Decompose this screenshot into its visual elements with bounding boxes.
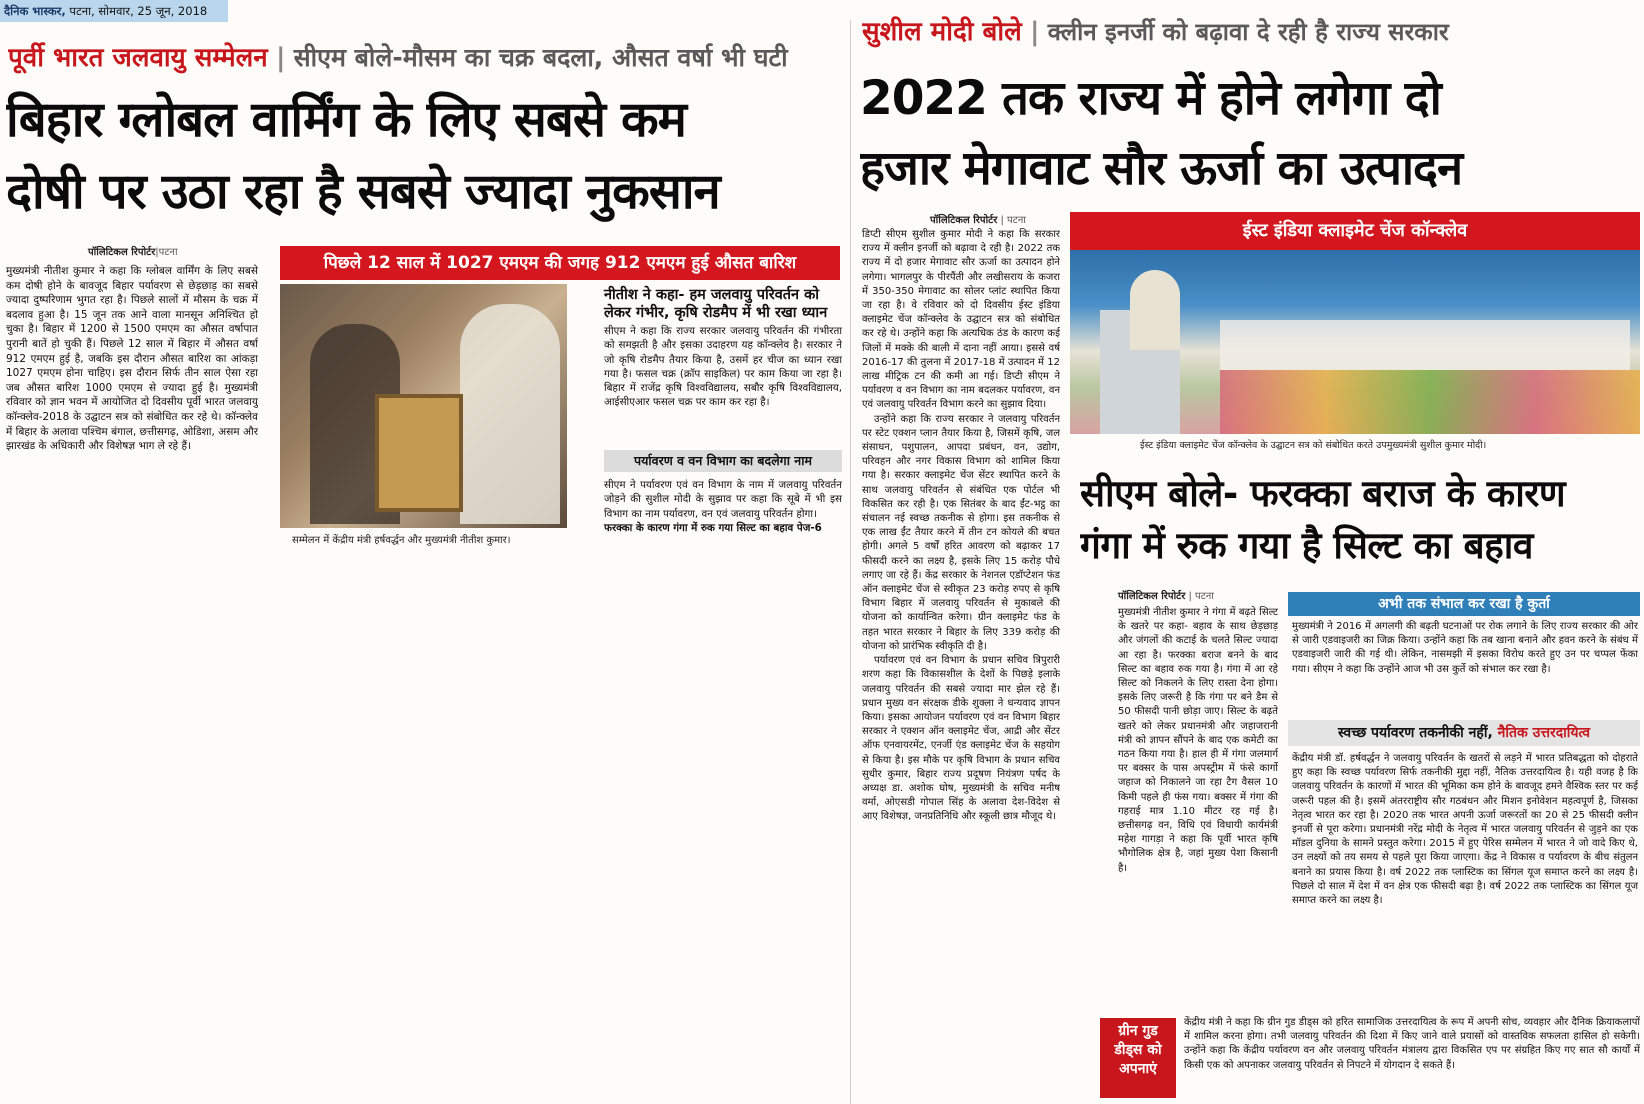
byline-name: पॉलिटिकल रिपोर्टर [1118, 591, 1186, 602]
story2-headline [860, 64, 1644, 204]
story1-sub2-title: पर्यावरण व वन विभाग का बदलेगा नाम [604, 450, 842, 472]
story3-headline [1080, 468, 1642, 572]
byline-sep: | [1185, 591, 1196, 602]
story1-sub2-body [604, 478, 842, 535]
story1-sub1-body: सीएम ने कहा कि राज्य सरकार जलवायु परिवर्तन की गंभीरता को समझती है और इसका उदाहरण यह कॉन्क्लेव है। सरकार ने जो कृषि रोडमैप तैयार किया है, उसमें हर चीज का ध्यान रखा गया है। फसल चक्र (क्रॉप साइकिल) पर काम किया जा रहा है। बिहार में राजेंद्र कृषि विश्वविद्यालय, सबौर कृषि विश्वविद्यालय, आईसीएआर फसल चक्र पर काम कर रहा है। [604, 325, 842, 409]
story2-kicker [862, 12, 1642, 52]
story3-byline [1118, 588, 1268, 602]
masthead [0, 0, 228, 22]
green-deeds-badge [1100, 1018, 1176, 1098]
byline-name: पॉलिटिकल रिपोर्टर [930, 215, 998, 226]
story1-byline [88, 244, 268, 258]
story1-kicker-grey: सीएम बोले-मौसम का चक्र बदला, औसत वर्षा भी घटी [293, 43, 788, 72]
photo-memento [375, 394, 463, 512]
story1-sub2-text: सीएम ने पर्यावरण एवं वन विभाग के नाम में जलवायु परिवर्तन जोड़ने की सुशील मोदी के सुझाव पर कहा कि सूबे में भी इस विभाग का नाम पर्यावरण, वन एवं जलवायु परिवर्तन होगा। [604, 479, 842, 520]
photo-figure-right [460, 304, 560, 524]
badge-line1: ग्रीन गुड [1118, 1023, 1158, 1039]
badge-line2: डीड्स को [1114, 1042, 1162, 1058]
story1-page-ref: फरक्का के कारण गंगा में रुक गया सिल्ट का बहाव पेज-6 [604, 521, 822, 534]
story3-headline-line1: सीएम बोले- फरक्का बराज के कारण [1080, 472, 1566, 515]
story2-body [862, 228, 1060, 1098]
byline-place: पटना [1007, 215, 1026, 226]
byline-sep: | [155, 247, 159, 258]
story2-banner: ईस्ट इंडिया क्लाइमेट चेंज कॉन्क्लेव [1070, 212, 1640, 250]
story3-body [1118, 606, 1278, 1012]
byline-place: पटना [158, 247, 178, 258]
story1-banner: पिछले 12 साल में 1027 एमएम की जगह 912 एमएम हुई औसत बारिश [280, 246, 840, 280]
story1-photo-caption: सम्मेलन में केंद्रीय मंत्री हर्षवर्द्धन और मुख्यमंत्री नीतीश कुमार। [292, 535, 511, 546]
byline-name: पॉलिटिकल रिपोर्टर [88, 247, 156, 258]
story3-box2-title [1288, 720, 1640, 746]
story1-headline-line1: बिहार ग्लोबल वार्मिंग के लिए सबसे कम [6, 91, 686, 148]
photo-dais [1220, 320, 1630, 370]
story1-sub1-title: नीतीश ने कहा- हम जलवायु परिवर्तन को लेकर गंभीर, कृषि रोडमैप में भी रखा ध्यान [604, 287, 828, 321]
photo-flowers [1220, 370, 1640, 434]
kicker-divider: | [276, 43, 286, 73]
story3-body-text: मुख्यमंत्री नीतीश कुमार ने गंगा में बढ़ते सिल्ट के खतरे पर कहा- बहाव के साथ छेड़छाड़ और जंगलों की कटाई के चलते सिल्ट ज्यादा आ रहा है। फरक्का बराज बनने के बाद सिल्ट का बहाव रुक गया है। गंगा में आ रहे सिल्ट को निकलने के लिए रास्ता देना होगा। इसके लिए जरूरी है कि गंगा पर बने डैम से 50 फीसदी पानी छोड़ा जाए। सिल्ट के बढ़ते खतरे को लेकर प्रधानमंत्री और जहाजरानी मंत्री को ज्ञापन सौंपने के बाद एक कमेटी का गठन किया गया है। हाल ही में गंगा जलमार्ग पर बक्सर के पास अपस्ट्रीम में फंसे कार्गो जहाज को निकालने जा रहा टैग वैसल 10 किमी पहले ही फंस गया। बक्सर में गंगा की गहराई मात्र 1.10 मीटर रह गई है। छत्तीसगढ़ वन, विधि एवं विधायी कार्यमंत्री महेश गागड़ा ने कहा कि पूर्वी भारत कृषि भौगोलिक क्षेत्र है, जहां मुख्य पेशा किसानी है। [1118, 607, 1278, 874]
green-deeds-body: केंद्रीय मंत्री ने कहा कि ग्रीन गुड डीड्स को हरित सामाजिक उत्तरदायित्व के रूप में अपनी सोच, व्यवहार और दैनिक क्रियाकलापों में शामिल करना होगा। तभी जलवायु परिवर्तन की दिशा में किए जाने वाले प्रयासों को वास्तविक सफलता हासिल हो सकेगी। उन्होंने कहा कि केंद्रीय पर्यावरण वन और जलवायु परिवर्तन मंत्रालय द्वारा विकसित एप पर संग्रहित किए गए सात सौ कार्यों में किसी एक को अपनाकर जलवायु परिवर्तन से निपटने में योगदान दे सकते हैं। [1184, 1017, 1640, 1071]
story2-body-p2: उन्होंने कहा कि राज्य सरकार ने जलवायु परिवर्तन पर स्टेट एक्शन प्लान तैयार किया है, जिसमें कृषि, जल संसाधन, पशुपालन, आपदा प्रबंधन, वन, उद्योग, परिवहन और नगर विकास विभाग को शामिल किया गया है। सरकार क्लाइमेट चेंज सेंटर स्थापित करने के साथ जलवायु परिवर्तन से संबंधित एक पोर्टल भी विकसित कर रही है। एक सितंबर के बाद ईंट-भट्ठ का संचालन नई स्वच्छ तकनीक से होगा। इस तकनीक से एक लाख ईंट तैयार करने में तीन टन कोयले की बचत होगी। अगले 5 वर्षों हरित आवरण को बढ़ाकर 17 फीसदी करने का लक्ष्य है, इसके लिए 15 करोड़ पौधे लगाए जा रहे हैं। केंद्र सरकार के नेशनल एडॉप्टेशन फंड ऑन क्लाइमेट चेंज से स्वीकृत 23 करोड़ रुपए से कृषि विभाग बिहार में जलवायु परिवर्तन से मुकाबले की योजना को कार्यान्वित करेगा। ग्रीन क्लाइमेट फंड के तहत भारत सरकार ने बिहार के लिए 339 करोड़ की योजना को प्रारंभिक स्वीकृति दी है। [862, 413, 1060, 652]
masthead-paper: दैनिक भास्कर, [4, 4, 66, 18]
box2-title-red: नैतिक उत्तरदायित्व [1497, 725, 1591, 741]
story2-headline-line1: 2022 तक राज्य में होने लगेगा दो [860, 71, 1441, 126]
story1-body [6, 264, 258, 544]
story2-kicker-grey: क्लीन इनर्जी को बढ़ावा दे रही है राज्य सरकार [1047, 18, 1449, 46]
byline-place: पटना [1195, 591, 1214, 602]
kicker-divider: | [1030, 17, 1040, 47]
story2-photo-caption: ईस्ट इंडिया क्लाइमेट चेंज कॉन्क्लेव के उद्घाटन सत्र को संबोधित करते उपमुख्यमंत्री सुशील कुमार मोदी। [1140, 440, 1487, 451]
photo-speaker [1130, 270, 1180, 350]
byline-sep: | [997, 215, 1008, 226]
story2-body-p3: पर्यावरण एवं वन विभाग के प्रधान सचिव त्रिपुरारी शरण कहा कि विकासशील के देशों के पिछड़े इलाके जलवायु परिवर्तन की सबसे ज्यादा मार झेल रहे हैं। प्रधान मुख्य वन संरक्षक डीके शुक्ला ने धन्यवाद ज्ञापन किया। इसका आयोजन पर्यावरण एवं वन विभाग बिहार सरकार ने एक्शन ऑन क्लाइमेट चेंज, आद्री और सेंटर ऑफ एनवायरमेंट, एनर्जी एंड क्लाइमेट चेंज के सहयोग से किया है। इस मौके पर कृषि विभाग के प्रधान सचिव सुधीर कुमार, बिहार राज्य प्रदूषण नियंत्रण पर्षद के अध्यक्ष डा. अशोक घोष, मुख्यमंत्री के सचिव मनीष वर्मा, ओएसडी गोपाल सिंह के अलावा देश-विदेश से आए विशेषज्ञ, जनप्रतिनिधि और स्कूली छात्र मौजूद थे। [862, 655, 1060, 823]
box2-title-black: स्वच्छ पर्यावरण तकनीकी नहीं, [1337, 725, 1493, 741]
story3-box1-title: अभी तक संभाल कर रखा है कुर्ता [1288, 592, 1640, 616]
story2-headline-line2: हजार मेगावाट सौर ऊर्जा का उत्पादन [860, 141, 1463, 196]
story3-headline-line2: गंगा में रुक गया है सिल्ट का बहाव [1080, 524, 1533, 567]
badge-line3: अपनाएं [1119, 1061, 1157, 1077]
story2-body-p1: डिप्टी सीएम सुशील कुमार मोदी ने कहा कि सरकार राज्य में क्लीन इनर्जी को बढ़ावा दे रही है। 2022 तक राज्य में दो हजार मेगावाट सौर ऊर्जा का उत्पादन होने लगेगा। भागलपुर के पीरपैंती और लखीसराय के कजरा में 350-350 मेगावाट का सोलर प्लांट स्थापित किया जा रहा है। वे रविवार को दो दिवसीय ईस्ट इंडिया क्लाइमेट चेंज कॉन्क्लेव के उद्घाटन सत्र को संबोधित कर रहे थे। उन्होंने कहा कि अत्यधिक ठंड के कारण कई जिलों में मक्के की बाली में दाना नहीं आया। इससे वर्ष 2016-17 की तुलना में 2017-18 में उत्पादन में 12 लाख मीट्रिक टन की कमी आ गई। डिप्टी सीएम ने पर्यावरण व वन विभाग का नाम बदलकर पर्यावरण, वन एवं जलवायु परिवर्तन विभाग करने का सुझाव दिया। [862, 229, 1060, 411]
story1-sub1 [604, 286, 842, 410]
story1-kicker [8, 38, 838, 78]
column-rule [850, 20, 851, 1104]
story1-headline-line2: दोषी पर उठा रहा है सबसे ज्यादा नुकसान [6, 163, 720, 220]
story3-box2-body: केंद्रीय मंत्री डॉ. हर्षवर्द्धन ने जलवायु परिवर्तन के खतरों से लड़ने में भारत प्रतिबद्धता को दोहराते हुए कहा कि स्वच्छ पर्यावरण सिर्फ तकनीकी मुद्दा नहीं, नैतिक उत्तरदायित्व है। यही वजह है कि जलवायु परिवर्तन के कारणों में भारत की भूमिका कम होने के बावजूद हमने वैश्विक स्तर पर कई जरूरी पहल की है। इसमें अंतरराष्ट्रीय सौर गठबंधन और मिशन इनोवेशन महत्वपूर्ण है, जिसका नेतृत्व भारत कर रहा है। 2020 तक भारत अपनी ऊर्जा जरूरतों का 20 से 25 फीसदी क्लीन इनर्जी से पूरा करेगा। प्रधानमंत्री नरेंद्र मोदी के नेतृत्व में भारत जलवायु परिवर्तन से जुड़ने का एक मॉडल दुनिया के सामने प्रस्तुत करेगा। 2015 में हुए पेरिस सम्मेलन में भारत ने जो वादे किए थे, उन लक्ष्यों को तय समय से पहले पूरा किया जाएगा। केंद्र ने विकास व पर्यावरण के बीच संतुलन बनाने का प्रयास किया है। वर्ष 2022 तक प्लास्टिक का सिंगल यूज समाप्त करने का लक्ष्य है। पिछले दो साल में देश में वन क्षेत्र एक फीसदी बढ़ा है। वर्ष 2022 तक प्लास्टिक का सिंगल यूज समाप्त करने का लक्ष्य है। [1292, 753, 1638, 907]
story1-kicker-red: पूर्वी भारत जलवायु सम्मेलन [8, 43, 268, 73]
masthead-edition: पटना, सोमवार, 25 जून, 2018 [69, 4, 208, 18]
story1-body-text: मुख्यमंत्री नीतीश कुमार ने कहा कि ग्लोबल वार्मिंग के लिए सबसे कम दोषी होने के बावजूद बिहार पर्यावरण से छेड़छाड़ का सबसे ज्यादा दुष्परिणाम भुगत रहा है। पिछले सालों में मौसम के चक्र में बदलाव हुआ है। 15 जून तक आने वाला मानसून अनिश्चित हो चुका है। बिहार में 1200 से 1500 एमएम का औसत वर्षापात पुरानी बातें हो चुकी हैं। पिछले 12 साल में बिहार में औसत वर्षा 912 एमएम हुई है, जबकि इस दौरान औसत बारिश का आंकड़ा 1027 एमएम होना चाहिए। इस दौरान सिर्फ तीन साल ऐसा रहा जब औसत बारिश 1000 एमएम से ज्यादा हुई है। मुख्यमंत्री रविवार को ज्ञान भवन में आयोजित दो दिवसीय पूर्वी भारत जलवायु कॉन्क्लेव-2018 के उद्घाटन सत्र को संबोधित कर रहे थे। कॉन्क्लेव में बिहार के अलावा पश्चिम बंगाल, छत्तीसगढ़, ओडिशा, असम और झारखंड के अधिकारी और विशेषज्ञ भाग ले रहे हैं। [6, 265, 258, 453]
story2-photo [1070, 250, 1640, 434]
story1-photo [280, 284, 567, 528]
story1-headline [6, 84, 836, 228]
story2-kicker-red: सुशील मोदी बोले [862, 17, 1022, 47]
story3-box1-body: मुख्यमंत्री ने 2016 में अगलगी की बढ़ती घटनाओं पर रोक लगाने के लिए राज्य सरकार की ओर से जारी एडवाइजरी का जिक्र किया। उन्होंने कहा कि तब खाना बनाने और हवन करने के संबंध में एडवाइजरी जारी की गई थी। लेकिन, नासमझी में इसका विरोध करते हुए उन पर चप्पल फेंका गया। सीएम ने कहा कि उन्होंने आज भी उस कुर्ते को संभाल कर रखा है। [1292, 621, 1638, 675]
